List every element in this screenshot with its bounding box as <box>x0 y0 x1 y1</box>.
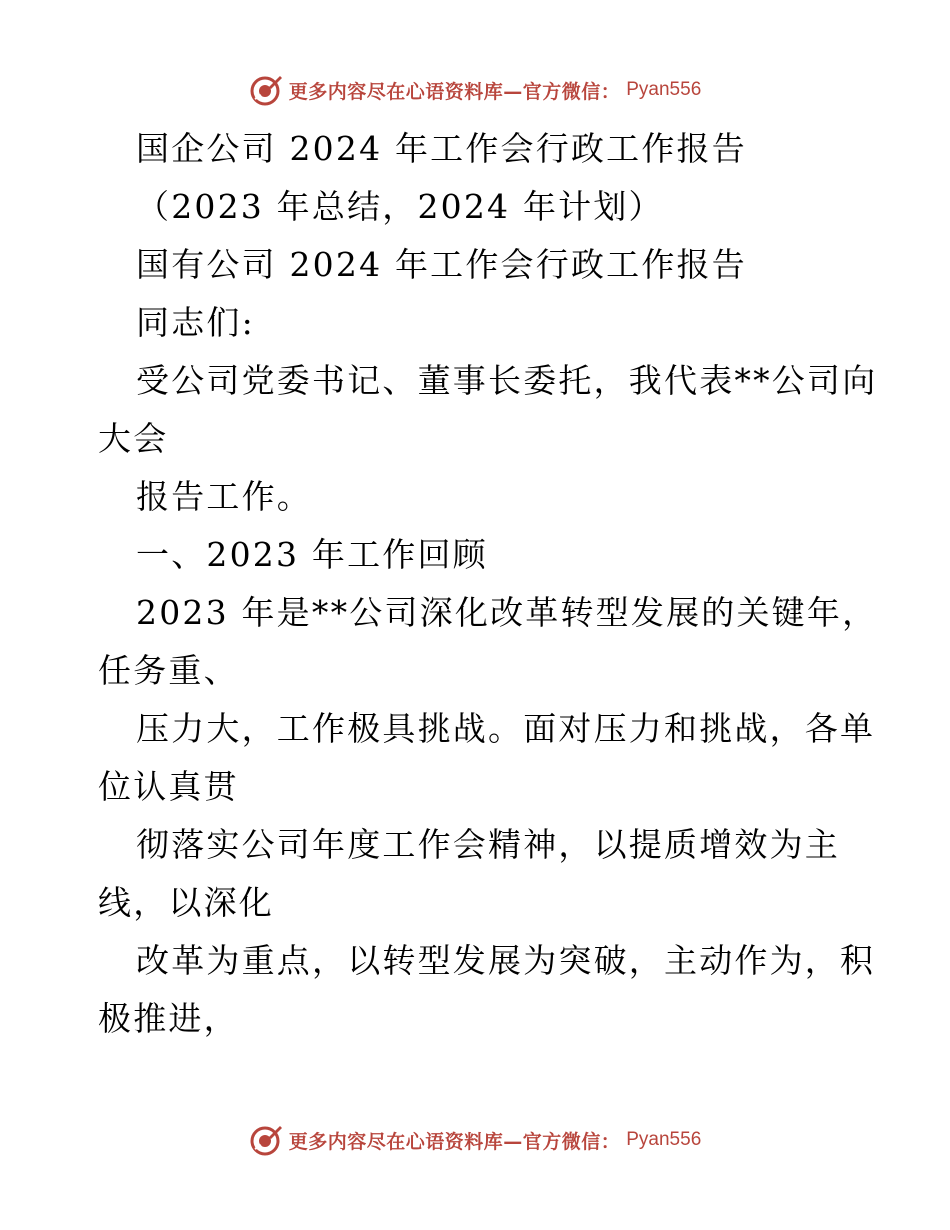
section-heading: 一、2023 年工作回顾 <box>136 535 488 574</box>
watermark-text: 更多内容尽在心语资料库—官方微信： <box>288 80 621 103</box>
report-heading: 国有公司 2024 年工作会行政工作报告 <box>136 245 747 284</box>
paragraph-line: 任务重、 <box>98 651 239 690</box>
paragraph-line: 位认真贯 <box>98 767 239 806</box>
salutation: 同志们: <box>136 303 255 342</box>
paragraph-line: 受公司党委书记、董事长委托，我代表**公司向 <box>136 361 878 400</box>
footer-watermark <box>0 1120 950 1160</box>
document-subtitle: （2023 年总结，2024 年计划） <box>136 187 664 226</box>
paragraph-line: 2023 年是**公司深化改革转型发展的关键年， <box>136 593 878 632</box>
paragraph-line: 彻落实公司年度工作会精神，以提质增效为主 <box>136 825 840 864</box>
header-watermark <box>0 70 950 110</box>
paragraph-line: 线，以深化 <box>98 883 274 922</box>
pen-logo-icon <box>249 73 283 107</box>
watermark-wechat-id: Pyan556 <box>626 79 702 100</box>
document-title: 国企公司 2024 年工作会行政工作报告 <box>136 129 747 168</box>
paragraph-line: 报告工作。 <box>136 477 312 516</box>
paragraph-line: 大会 <box>98 419 169 458</box>
watermark-text: 更多内容尽在心语资料库—官方微信： <box>288 1130 621 1153</box>
paragraph-line: 改革为重点，以转型发展为突破，主动作为，积 <box>136 941 876 980</box>
watermark-wechat-id: Pyan556 <box>626 1129 702 1150</box>
pen-logo-icon <box>249 1123 283 1157</box>
paragraph-line: 压力大，工作极具挑战。面对压力和挑战，各单 <box>136 709 876 748</box>
document-body <box>98 120 878 1048</box>
paragraph-line: 极推进， <box>98 999 239 1038</box>
